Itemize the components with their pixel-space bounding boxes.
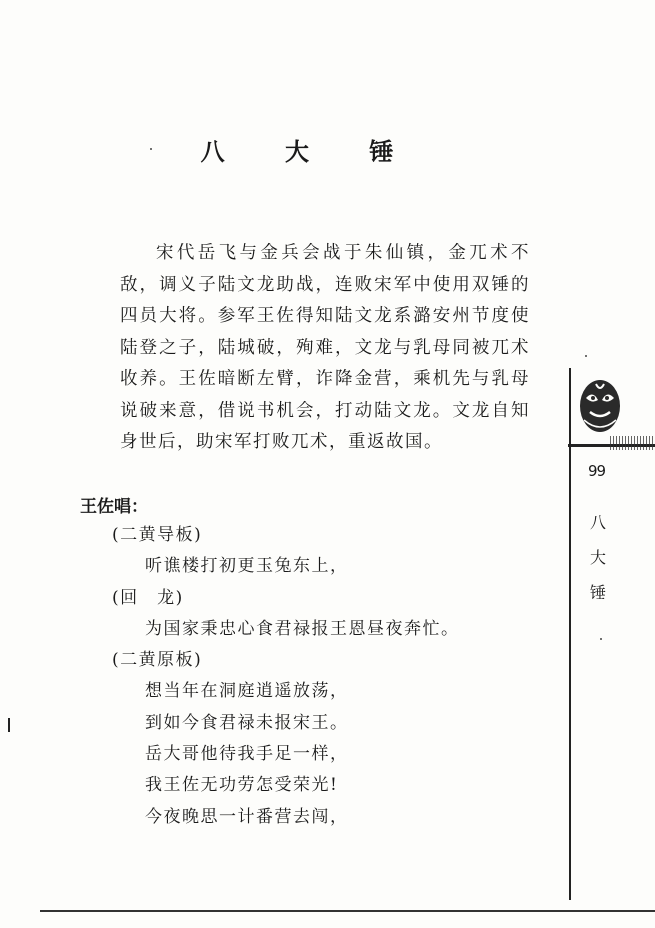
page-title: 八 大 锤 bbox=[200, 137, 420, 166]
margin-mark bbox=[8, 718, 10, 732]
side-rule-vertical bbox=[569, 368, 571, 900]
side-title-char: 锤 bbox=[589, 583, 606, 602]
scan-speck bbox=[600, 638, 602, 640]
speaker-label: 王佐唱： bbox=[80, 497, 148, 517]
lyric-line: 听谯楼打初更玉兔东上， bbox=[145, 556, 349, 577]
lyric-line: 今夜晚思一计番营去闯， bbox=[145, 806, 349, 827]
tune-label: (二黄原板) bbox=[112, 650, 203, 671]
lyric-line: 为国家秉忠心食君禄报王恩昼夜奔忙。 bbox=[145, 618, 460, 639]
lyric-line: 想当年在洞庭逍遥放荡， bbox=[145, 681, 349, 702]
tune-label: (二黄导板) bbox=[112, 525, 203, 545]
intro-text: 宋代岳飞与金兵会战于朱仙镇，金兀术不敌，调义子陆文龙助战，连败宋军中使用双锤的四员大将。参军王佐得知陆文龙系潞安州节度使陆登之子，陆城破，殉难，文龙与乳母同被兀术收养。王佐暗断左臂，诈降金营，乘机先与乳母说破来意，借说书机会，打动陆文龙。文龙自知身世后，助宋军打败兀术，重返故国。 bbox=[120, 243, 530, 452]
scan-speck bbox=[585, 355, 587, 357]
side-title bbox=[587, 505, 609, 610]
intro-paragraph bbox=[120, 238, 530, 459]
side-title-char: 八 bbox=[589, 513, 606, 532]
side-title-char: 大 bbox=[589, 548, 606, 567]
lyrics-block bbox=[112, 520, 532, 833]
page-number: 99 bbox=[588, 462, 606, 480]
lyric-line: 岳大哥他待我手足一样， bbox=[145, 744, 349, 765]
lyric-line: 到如今食君禄未报宋王。 bbox=[145, 712, 349, 733]
tune-label: (回 龙) bbox=[112, 587, 184, 608]
bottom-rule bbox=[40, 910, 655, 912]
side-hatch-decoration bbox=[610, 436, 655, 450]
lyric-line: 我王佐无功劳怎受荣光! bbox=[145, 775, 339, 796]
opera-mask-icon bbox=[576, 376, 624, 436]
scan-speck bbox=[150, 148, 152, 150]
